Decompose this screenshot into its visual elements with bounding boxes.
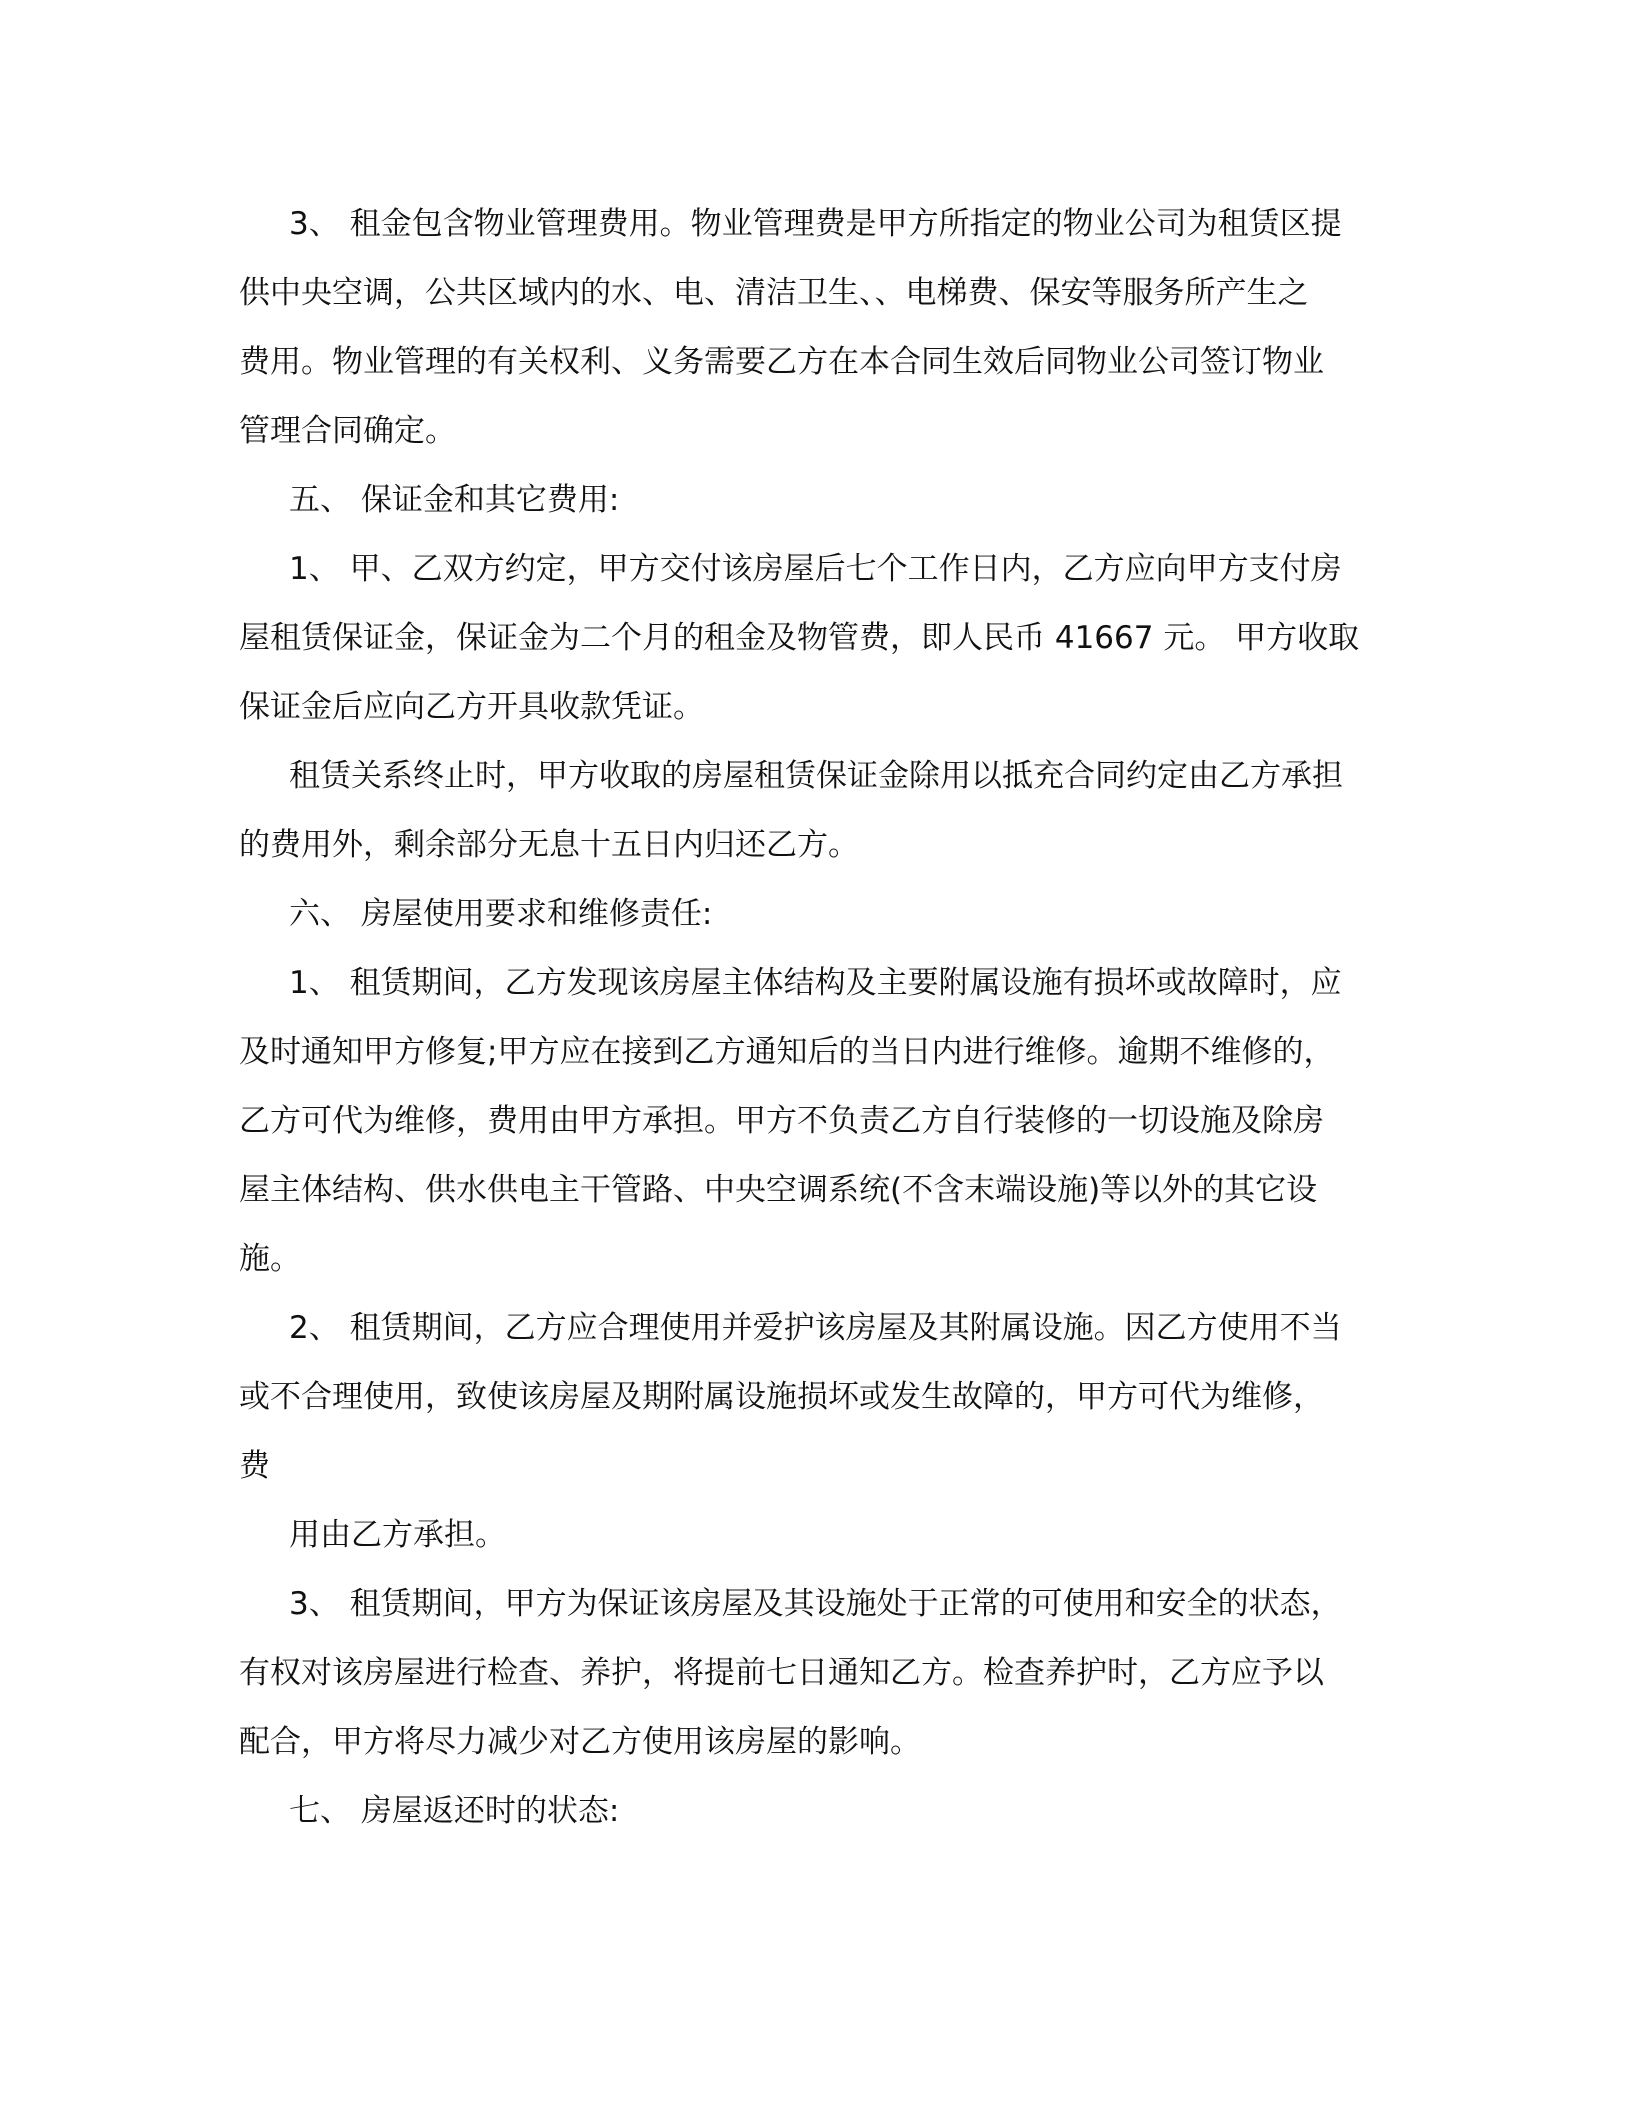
- text-line: 费用。物业管理的有关权利、义务需要乙方在本合同生效后同物业公司签订物业: [239, 344, 1324, 380]
- section-heading-return-condition: [239, 1777, 1389, 1846]
- text-line: 1、 租赁期间，乙方发现该房屋主体结构及主要附属设施有损坏或故障时，应: [289, 965, 1342, 1001]
- text-line: 施。: [239, 1241, 301, 1277]
- text-line: 乙方可代为维修，费用由甲方承担。甲方不负责乙方自行装修的一切设施及除房: [239, 1103, 1324, 1139]
- paragraph-rent-includes-property-fee: [239, 190, 1389, 466]
- paragraph-maintenance-2: [239, 1294, 1389, 1501]
- section-heading: 六、 房屋使用要求和维修责任:: [289, 896, 713, 932]
- section-heading-usage-maintenance: [239, 880, 1389, 949]
- text-line: 屋租赁保证金，保证金为二个月的租金及物管费，即人民币 41667 元。 甲方收取: [239, 620, 1360, 656]
- text-line: 3、 租金包含物业管理费用。物业管理费是甲方所指定的物业公司为租赁区提: [289, 206, 1342, 242]
- paragraph-maintenance-1: [239, 949, 1389, 1294]
- text-line: 屋主体结构、供水供电主干管路、中央空调系统(不含末端设施)等以外的其它设: [239, 1172, 1318, 1208]
- section-heading: 五、 保证金和其它费用:: [289, 482, 620, 518]
- text-line: 费: [239, 1448, 270, 1484]
- paragraph-deposit-agreement: [239, 535, 1389, 742]
- text-line: 1、 甲、乙双方约定，甲方交付该房屋后七个工作日内，乙方应向甲方支付房: [289, 551, 1342, 587]
- text-line: 3、 租赁期间，甲方为保证该房屋及其设施处于正常的可使用和安全的状态，: [289, 1586, 1342, 1622]
- text-line: 管理合同确定。: [239, 413, 456, 449]
- paragraph-deposit-return: [239, 742, 1389, 880]
- text-line: 的费用外，剩余部分无息十五日内归还乙方。: [239, 827, 859, 863]
- text-line: 2、 租赁期间，乙方应合理使用并爱护该房屋及其附属设施。因乙方使用不当: [289, 1310, 1342, 1346]
- document-body: [239, 190, 1389, 1846]
- text-line: 配合，甲方将尽力减少对乙方使用该房屋的影响。: [239, 1724, 921, 1760]
- section-heading: 七、 房屋返还时的状态:: [289, 1793, 620, 1829]
- text-line: 或不合理使用，致使该房屋及期附属设施损坏或发生故障的，甲方可代为维修，: [239, 1379, 1324, 1415]
- text-line: 及时通知甲方修复;甲方应在接到乙方通知后的当日内进行维修。逾期不维修的，: [239, 1034, 1335, 1070]
- paragraph-maintenance-3: [239, 1570, 1389, 1777]
- section-heading-deposit: [239, 466, 1389, 535]
- paragraph-maintenance-2-continued: [239, 1501, 1389, 1570]
- text-line: 有权对该房屋进行检查、养护，将提前七日通知乙方。检查养护时，乙方应予以: [239, 1655, 1324, 1691]
- text-line: 供中央空调，公共区域内的水、电、清洁卫生、、电梯费、保安等服务所产生之: [239, 275, 1309, 311]
- text-line: 保证金后应向乙方开具收款凭证。: [239, 689, 704, 725]
- text-line: 用由乙方承担。: [289, 1517, 506, 1553]
- text-line: 租赁关系终止时，甲方收取的房屋租赁保证金除用以抵充合同约定由乙方承担: [289, 758, 1343, 794]
